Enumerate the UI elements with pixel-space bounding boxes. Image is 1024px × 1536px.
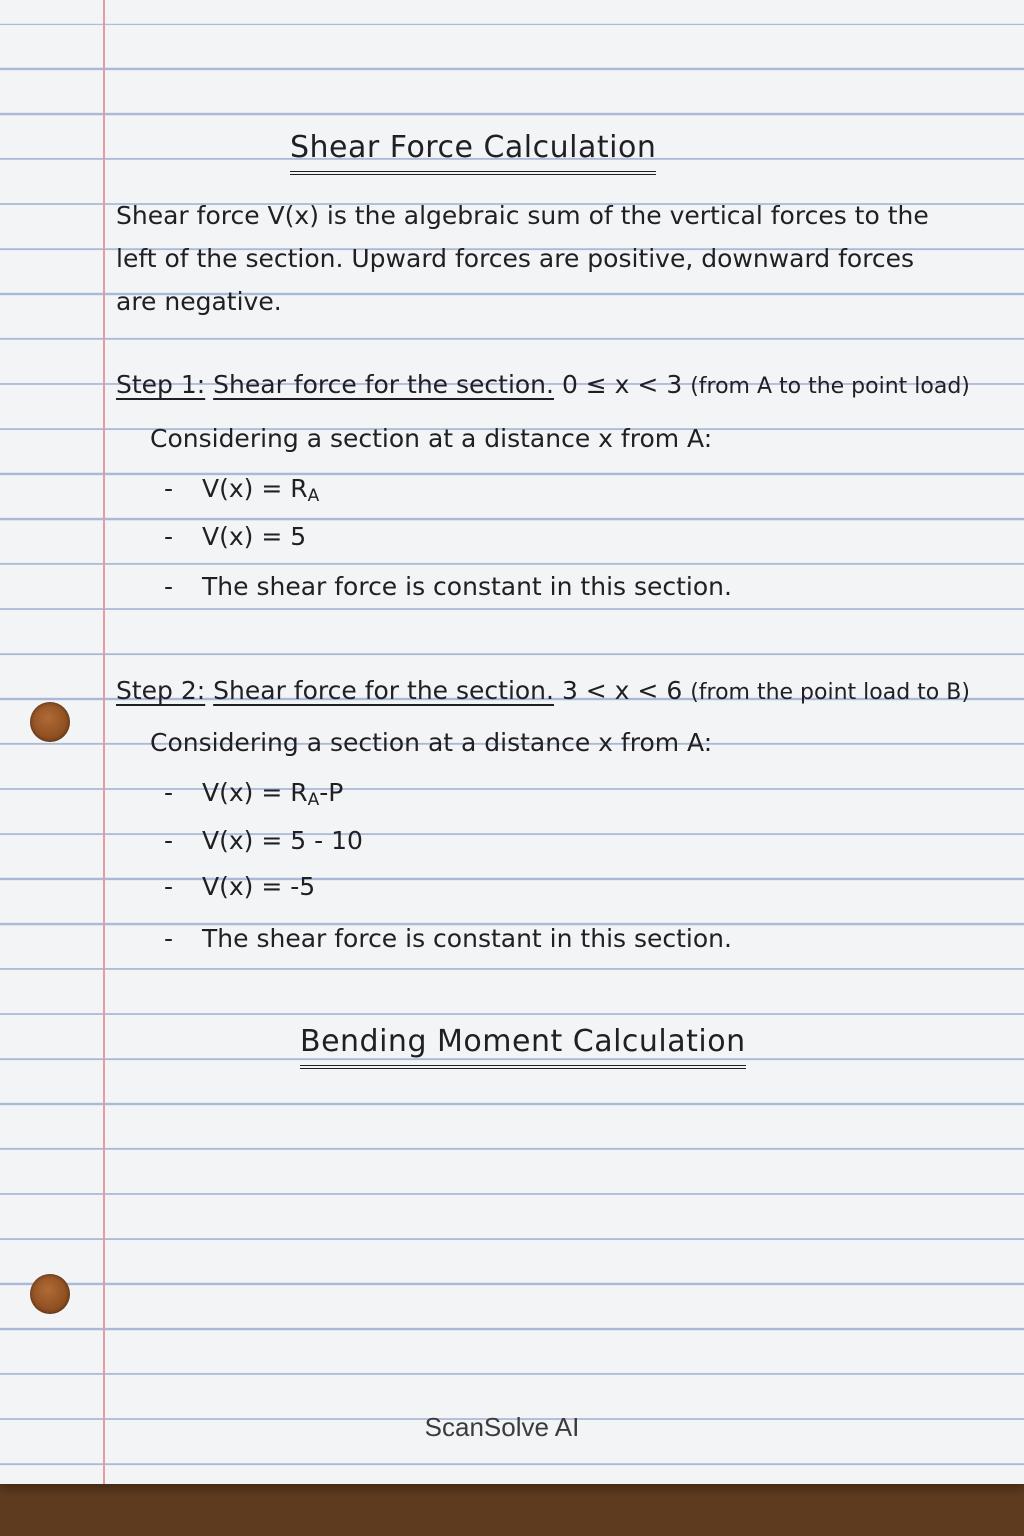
step1-note: (from A to the point load) xyxy=(690,374,970,399)
step1-eq1-sub: A xyxy=(307,486,320,506)
step1-heading xyxy=(116,370,970,399)
step2-note: (from the point load to B) xyxy=(690,680,970,705)
step1-label: Step 1: xyxy=(116,370,206,399)
bullet-dash: - xyxy=(164,572,174,601)
step2-label: Step 2: xyxy=(116,676,206,705)
punch-hole-top xyxy=(30,702,70,742)
step1-eq1-lhs: V(x) = R xyxy=(202,474,308,503)
step1-considering: Considering a section at a distance x from A: xyxy=(150,424,713,453)
step2-eq1-sub: A xyxy=(307,790,320,810)
step2-eq1-lhs: V(x) = R xyxy=(202,778,308,807)
step1-conclusion xyxy=(164,572,732,601)
step2-desc: Shear force for the section. xyxy=(213,676,554,705)
bullet-dash: - xyxy=(164,474,174,503)
step2-range: 3 < x < 6 xyxy=(561,676,683,705)
step2-equation-1 xyxy=(164,778,343,810)
step2-conclusion-text: The shear force is constant in this section. xyxy=(202,924,732,953)
step1-desc: Shear force for the section. xyxy=(213,370,554,399)
bullet-dash: - xyxy=(164,522,174,551)
punch-hole-bottom xyxy=(30,1274,70,1314)
step2-considering: Considering a section at a distance x from A: xyxy=(150,728,713,757)
step2-conclusion xyxy=(164,924,732,953)
bullet-dash: - xyxy=(164,826,174,855)
step1-eq2: V(x) = 5 xyxy=(202,522,307,551)
step2-eq2: V(x) = 5 - 10 xyxy=(202,826,363,855)
step1-range: 0 ≤ x < 3 xyxy=(561,370,683,399)
step1-equation-1 xyxy=(164,474,319,506)
step2-heading xyxy=(116,676,970,705)
bullet-dash: - xyxy=(164,872,174,901)
step2-eq3: V(x) = -5 xyxy=(202,872,316,901)
step1-equation-2 xyxy=(164,522,306,551)
margin-line xyxy=(103,0,105,1484)
bullet-dash: - xyxy=(164,924,174,953)
footer-brand: ScanSolve AI xyxy=(424,1412,580,1442)
bending-moment-title: Bending Moment Calculation xyxy=(300,1024,746,1069)
shear-force-intro: Shear force V(x) is the algebraic sum of the vertical forces to the left of the section. Upward forces are positive, downward forces are negative. xyxy=(116,201,929,316)
step1-conclusion-text: The shear force is constant in this section. xyxy=(202,572,732,601)
shear-force-title: Shear Force Calculation xyxy=(290,130,656,175)
step2-equation-3 xyxy=(164,872,315,901)
bullet-dash: - xyxy=(164,778,174,807)
step2-equation-2 xyxy=(164,826,363,855)
step2-eq1-rhs: -P xyxy=(319,778,344,807)
